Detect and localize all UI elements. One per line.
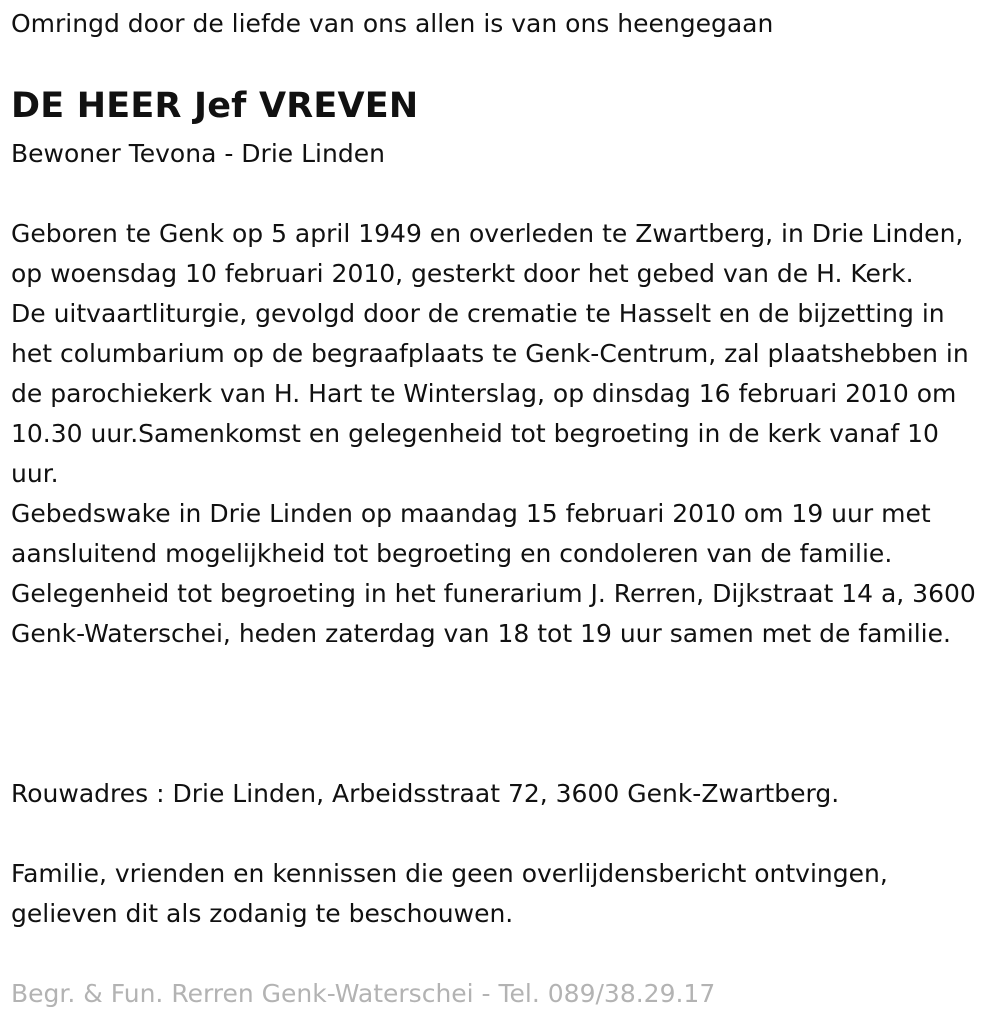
birth-death-paragraph: Geboren te Genk op 5 april 1949 en overleden te Zwartberg, in Drie Linden, op woensdag 10 februari 2010, gesterkt door het gebed van de H. Kerk. [11,219,964,288]
mourning-address: Rouwadres : Drie Linden, Arbeidsstraat 72, 3600 Genk-Zwartberg. [11,779,840,808]
prayer-vigil-paragraph: Gebedswake in Drie Linden op maandag 15 februari 2010 om 19 uur met aansluitend mogelijkheid tot begroeting en condoleren van de familie. [11,499,931,568]
visitation-paragraph: Gelegenheid tot begroeting in het funerarium J. Rerren, Dijkstraat 14 a, 3600 Genk-Waterschei, heden zaterdag van 18 tot 19 uur samen met de familie. [11,579,976,648]
notice-body [11,214,986,654]
closing-note: Familie, vrienden en kennissen die geen overlijdensbericht ontvingen, gelieven dit als zodanig te beschouwen. [11,859,888,928]
deceased-name: DE HEER Jef VREVEN [11,86,419,126]
funeral-home-footer: Begr. & Fun. Rerren Genk-Waterschei - Tel. 089/38.29.17 [11,979,716,1008]
funeral-liturgy-paragraph: De uitvaartliturgie, gevolgd door de crematie te Hasselt en de bijzetting in het columbarium op de begraafplaats te Genk-Centrum, zal plaatshebben in de parochiekerk van H. Hart te Winterslag, op dinsdag 16 februari 2010 om 10.30 uur.Samenkomst en gelegenheid tot begroeting in de kerk vanaf 10 uur. [11,299,969,488]
residence-subtitle: Bewoner Tevona - Drie Linden [11,139,385,168]
intro-line: Omringd door de liefde van ons allen is van ons heengegaan [11,9,774,38]
